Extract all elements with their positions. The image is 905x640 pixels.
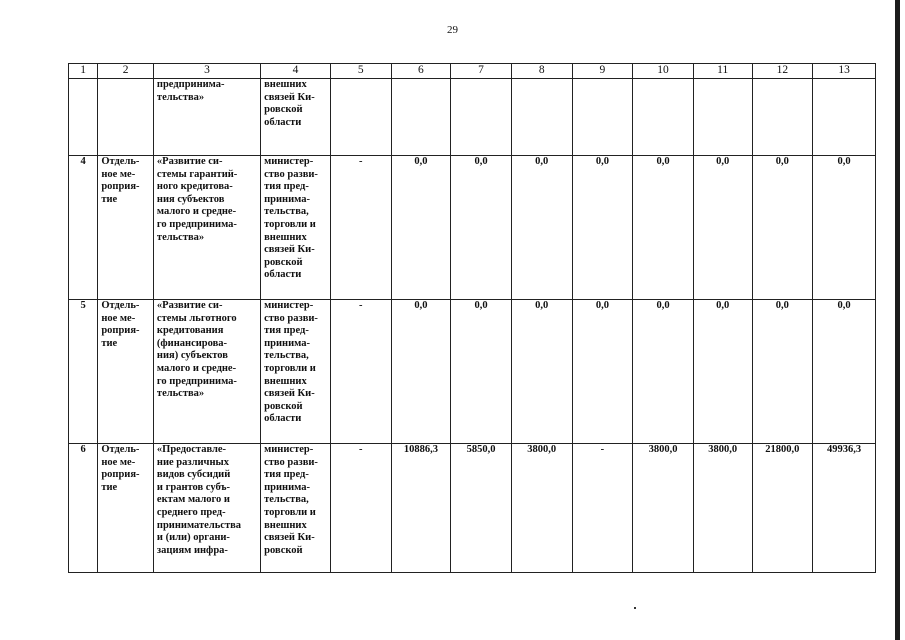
- value-cell: 3800,0: [693, 444, 752, 573]
- column-header: 10: [633, 64, 694, 79]
- value-cell: [511, 79, 572, 156]
- value-cell: 3800,0: [633, 444, 694, 573]
- scan-edge-bar: [895, 0, 900, 640]
- column-header: 7: [451, 64, 512, 79]
- value-cell: 0,0: [633, 156, 694, 300]
- column-header: 3: [153, 64, 260, 79]
- value-cell: 0,0: [572, 156, 633, 300]
- value-cell: -: [330, 156, 391, 300]
- responsible-executor: министер- ство разви- тия пред- принима- тельства, торговли и внешних связей Ки- ровской области: [261, 300, 331, 444]
- value-cell: 49936,3: [813, 444, 876, 573]
- value-cell: 0,0: [391, 300, 451, 444]
- value-cell: [391, 79, 451, 156]
- column-header: 11: [693, 64, 752, 79]
- table-row: [69, 79, 876, 156]
- responsible-executor: министер- ство разви- тия пред- принима- тельства, торговли и внешних связей Ки- ровской области: [261, 156, 331, 300]
- value-cell: 0,0: [752, 156, 813, 300]
- column-header: 6: [391, 64, 451, 79]
- value-cell: 0,0: [511, 300, 572, 444]
- value-cell: [752, 79, 813, 156]
- table-row: [69, 444, 876, 573]
- row-number: 6: [69, 444, 98, 573]
- value-cell: 21800,0: [752, 444, 813, 573]
- column-header: 5: [330, 64, 391, 79]
- activity-type: Отдель- ное ме- роприя- тие: [98, 300, 154, 444]
- column-header: 9: [572, 64, 633, 79]
- value-cell: 0,0: [813, 300, 876, 444]
- table-row: [69, 156, 876, 300]
- value-cell: [572, 79, 633, 156]
- page-number: 29: [447, 24, 458, 36]
- value-cell: 0,0: [451, 156, 512, 300]
- value-cell: -: [330, 444, 391, 573]
- row-number: 5: [69, 300, 98, 444]
- activity-type: Отдель- ное ме- роприя- тие: [98, 444, 154, 573]
- column-header: 4: [261, 64, 331, 79]
- value-cell: 0,0: [572, 300, 633, 444]
- value-cell: [633, 79, 694, 156]
- row-number: 4: [69, 156, 98, 300]
- value-cell: [330, 79, 391, 156]
- program-activities-table: [68, 63, 876, 573]
- responsible-executor: министер- ство разви- тия пред- принима- тельства, торговли и внешних связей Ки- ровской: [261, 444, 331, 573]
- value-cell: 0,0: [752, 300, 813, 444]
- value-cell: [813, 79, 876, 156]
- value-cell: 0,0: [693, 156, 752, 300]
- table-row: [69, 300, 876, 444]
- value-cell: 0,0: [511, 156, 572, 300]
- value-cell: -: [572, 444, 633, 573]
- value-cell: 0,0: [813, 156, 876, 300]
- column-header: 2: [98, 64, 154, 79]
- value-cell: 0,0: [391, 156, 451, 300]
- scan-speck: [634, 607, 636, 609]
- activity-title: предпринима- тельства»: [153, 79, 260, 156]
- column-header: 1: [69, 64, 98, 79]
- value-cell: -: [330, 300, 391, 444]
- value-cell: 0,0: [451, 300, 512, 444]
- activity-type: Отдель- ное ме- роприя- тие: [98, 156, 154, 300]
- table-header-row: [69, 64, 876, 79]
- value-cell: 3800,0: [511, 444, 572, 573]
- activity-title: «Развитие си- стемы льготного кредитования (финансирова- ния) субъектов малого и средне- го предпринима- тельства»: [153, 300, 260, 444]
- column-header: 13: [813, 64, 876, 79]
- activity-title: «Развитие си- стемы гарантий- ного кредитова- ния субъектов малого и средне- го предпринима- тельства»: [153, 156, 260, 300]
- row-number: [69, 79, 98, 156]
- activity-title: «Предоставле- ние различных видов субсидий и грантов субъ- ектам малого и среднего пред- принимательства и (или) органи- зациям инфра-: [153, 444, 260, 573]
- column-header: 8: [511, 64, 572, 79]
- value-cell: 0,0: [633, 300, 694, 444]
- activity-type: [98, 79, 154, 156]
- column-header: 12: [752, 64, 813, 79]
- value-cell: [693, 79, 752, 156]
- value-cell: 10886,3: [391, 444, 451, 573]
- responsible-executor: внешних связей Ки- ровской области: [261, 79, 331, 156]
- value-cell: 5850,0: [451, 444, 512, 573]
- value-cell: [451, 79, 512, 156]
- value-cell: 0,0: [693, 300, 752, 444]
